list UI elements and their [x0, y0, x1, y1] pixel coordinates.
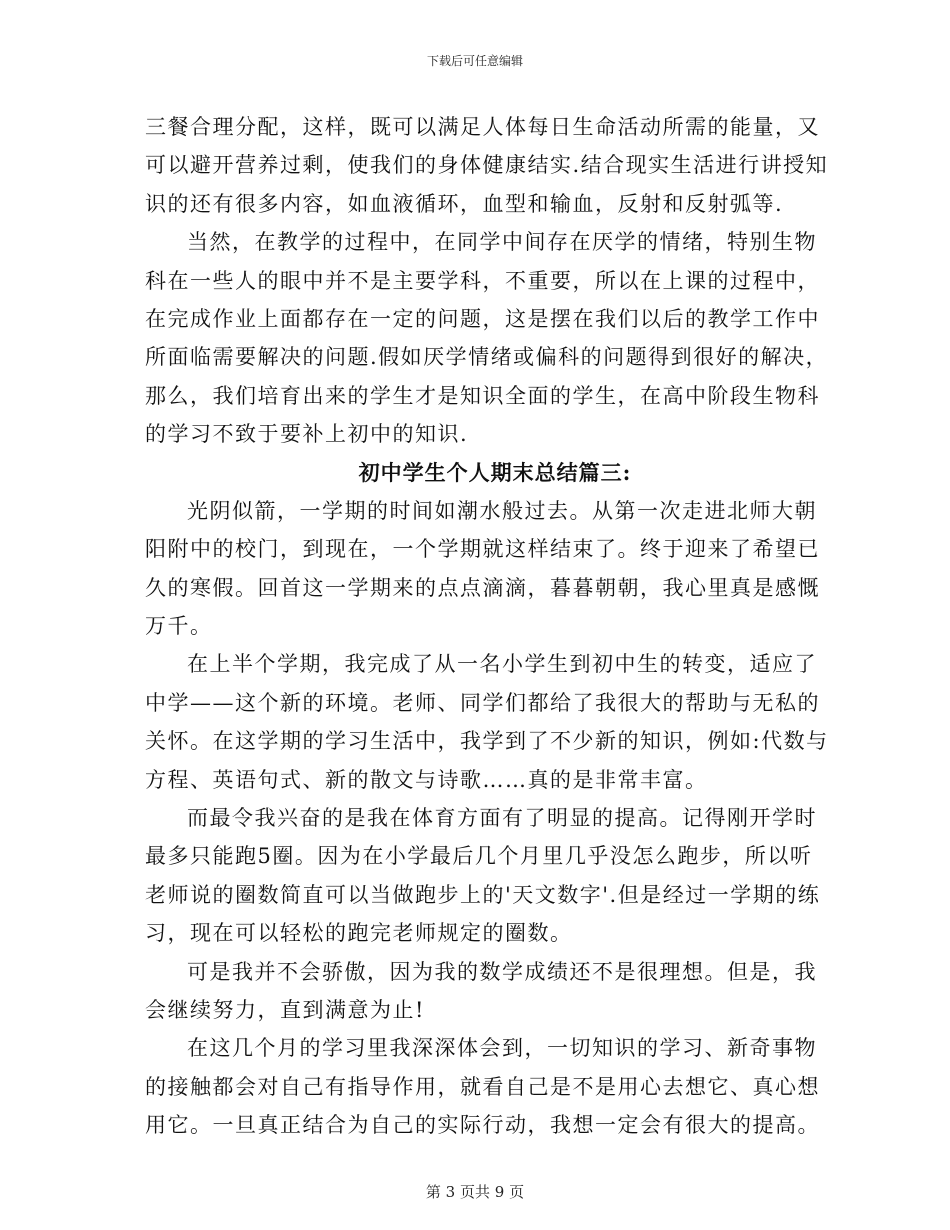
- paragraph-start-line: 当然，在教学的过程中，在同学中间存在厌学的情绪，特别生物: [187, 230, 817, 255]
- text-line: 老师说的圈数简直可以当做跑步上的'天文数字'.但是经过一学期的练: [145, 882, 821, 907]
- text-line: 阳附中的校门，到现在，一个学期就这样结束了。终于迎来了希望已: [145, 537, 820, 562]
- text-line: 用它。一旦真正结合为自己的实际行动，我想一定会有很大的提高。: [145, 1113, 820, 1138]
- paragraph-start-line: 在这几个月的学习里我深深体会到，一切知识的学习、新奇事物: [187, 1036, 817, 1061]
- text-line: 会继续努力，直到满意为止!: [145, 997, 425, 1022]
- text-line: 万千。: [145, 614, 213, 639]
- text-line: 在完成作业上面都存在一定的问题，这是摆在我们以后的教学工作中: [145, 306, 820, 331]
- text-line: 所面临需要解决的问题.假如厌学情绪或偏科的问题得到很好的解决，: [145, 345, 829, 370]
- text-line: 久的寒假。回首这一学期来的点点滴滴，暮暮朝朝，我心里真是感慨: [145, 575, 820, 600]
- text-line: 可以避开营养过剩，使我们的身体健康结实.结合现实生活进行讲授知: [145, 153, 829, 178]
- text-line: 识的还有很多内容，如血液循环，血型和输血，反射和反射弧等.: [145, 191, 784, 216]
- text-line: 习，现在可以轻松的跑完老师规定的圈数。: [145, 921, 573, 946]
- page-footer: 第 3 页共 9 页: [425, 1183, 525, 1201]
- paragraph-start-line: 而最令我兴奋的是我在体育方面有了明显的提高。记得刚开学时: [187, 806, 817, 831]
- text-line: 方程、英语句式、新的散文与诗歌……真的是非常丰富。: [145, 767, 708, 792]
- text-line: 的接触都会对自己有指导作用，就看自己是不是用心去想它、真心想: [145, 1074, 820, 1099]
- page-header: 下载后可任意编辑: [426, 54, 523, 68]
- text-line: 关怀。在这学期的学习生活中，我学到了不少新的知识，例如:代数与: [145, 729, 829, 754]
- text-line: 的学习不致于要补上初中的知识.: [145, 422, 469, 447]
- text-line: 最多只能跑5圈。因为在小学最后几个月里几乎没怎么跑步，所以听: [145, 844, 813, 869]
- paragraph-start-line: 在上半个学期，我完成了从一名小学生到初中生的转变，适应了: [187, 652, 817, 677]
- text-line: 中学——这个新的环境。老师、同学们都给了我很大的帮助与无私的: [145, 690, 820, 715]
- section-heading: 初中学生个人期末总结篇三:: [358, 459, 632, 485]
- text-line: 三餐合理分配，这样，既可以满足人体每日生命活动所需的能量，又: [145, 115, 820, 139]
- document-body: [145, 108, 829, 1145]
- text-line: 那么，我们培育出来的学生才是知识全面的学生，在高中阶段生物科: [145, 383, 820, 408]
- paragraph-start-line: 可是我并不会骄傲，因为我的数学成绩还不是很理想。但是，我: [187, 959, 817, 984]
- paragraph-start-line: 光阴似箭，一学期的时间如潮水般过去。从第一次走进北师大朝: [187, 498, 817, 523]
- text-line: 科在一些人的眼中并不是主要学科，不重要，所以在上课的过程中，: [145, 268, 820, 293]
